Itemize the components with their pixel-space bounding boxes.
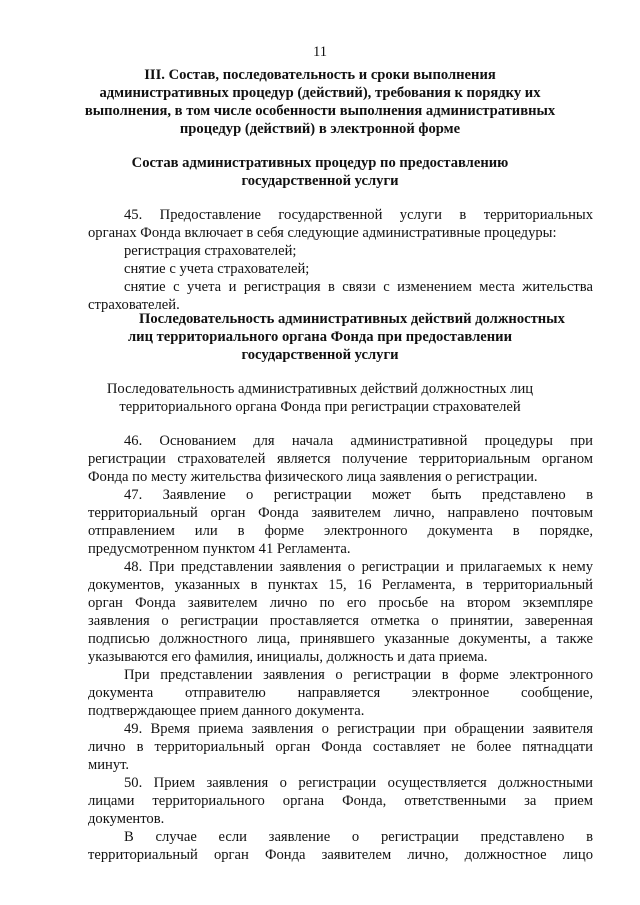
subtitle-line: государственной услуги <box>241 347 399 363</box>
paragraph-line: регистрации страхователей является получение территориальным органом <box>88 451 593 467</box>
paragraph-line: В случае если заявление о регистрации представлено в <box>124 829 593 845</box>
paragraph-line: органах Фонда включает в себя следующие административные процедуры: <box>88 225 557 241</box>
paragraph-line: указываются его фамилия, инициалы, должность и дата приема. <box>88 649 488 665</box>
list-item: регистрация страхователей; <box>124 243 297 259</box>
page-number: 11 <box>312 44 328 60</box>
paragraph-line: территориальный орган Фонда заявителем лично, должностное лицо <box>88 847 593 863</box>
paragraph-line: 47. Заявление о регистрации может быть представлено в <box>124 487 593 503</box>
list-item: снятие с учета и регистрация в связи с изменением места жительства <box>124 279 593 295</box>
subtitle-line: Последовательность административных действий должностных <box>139 311 565 327</box>
paragraph-line: 49. Время приема заявления о регистрации при обращении заявителя <box>124 721 593 737</box>
subtitle-line: Состав административных процедур по предоставлению <box>131 155 509 171</box>
section-title-line: выполнения, в том числе особенности выполнения административных <box>84 103 556 119</box>
paragraph-line: документов. <box>88 811 165 827</box>
paragraph-line: лицами территориального органа Фонда, ответственными за прием <box>88 793 593 809</box>
list-item: снятие с учета страхователей; <box>124 261 310 277</box>
paragraph-line: заявления о регистрации проставляется отметка о принятии, заверенная <box>88 613 593 629</box>
paragraph-line: минут. <box>88 757 130 773</box>
paragraph-line: предусмотренном пунктом 41 Регламента. <box>88 541 351 557</box>
paragraph-line: При представлении заявления о регистрации в форме электронного <box>124 667 593 683</box>
subtitle-line: территориального органа Фонда при регистрации страхователей <box>119 399 521 415</box>
paragraph-line: территориальный орган Фонда заявителем лично, направлено почтовым <box>88 505 593 521</box>
paragraph-line: документа отправителю направляется электронное сообщение, <box>88 685 593 701</box>
paragraph-line: 50. Прием заявления о регистрации осуществляется должностными <box>124 775 593 791</box>
paragraph-line: страхователей. <box>88 297 180 313</box>
paragraph-line: 46. Основанием для начала административной процедуры при <box>124 433 593 449</box>
section-title-line: процедур (действий) в электронной форме <box>179 121 461 137</box>
paragraph-line: 48. При представлении заявления о регистрации и прилагаемых к нему <box>124 559 593 575</box>
paragraph-line: подтверждающее прием данного документа. <box>88 703 365 719</box>
paragraph-line: орган Фонда заявителем лично по его просьбе на втором экземпляре <box>88 595 593 611</box>
paragraph-line: лично в территориальный орган Фонда составляет не более пятнадцати <box>88 739 593 755</box>
subtitle-line: государственной услуги <box>241 173 399 189</box>
paragraph-line: Фонда по месту жительства физического лица заявления о регистрации. <box>88 469 538 485</box>
paragraph-line: подписью должностного лица, принявшего указанные документы, а также <box>88 631 593 647</box>
paragraph-line: отправлением или в форме электронного документа в порядке, <box>88 523 593 539</box>
section-title-line: административных процедур (действий), требования к порядку их <box>99 85 541 101</box>
section-title-line: III. Состав, последовательность и сроки выполнения <box>144 67 496 83</box>
paragraph-line: 45. Предоставление государственной услуги в территориальных <box>124 207 593 223</box>
subtitle-line: лиц территориального органа Фонда при предоставлении <box>127 329 512 345</box>
paragraph-line: документов, указанных в пунктах 15, 16 Регламента, в территориальный <box>88 577 593 593</box>
subtitle-line: Последовательность административных действий должностных лиц <box>106 381 534 397</box>
